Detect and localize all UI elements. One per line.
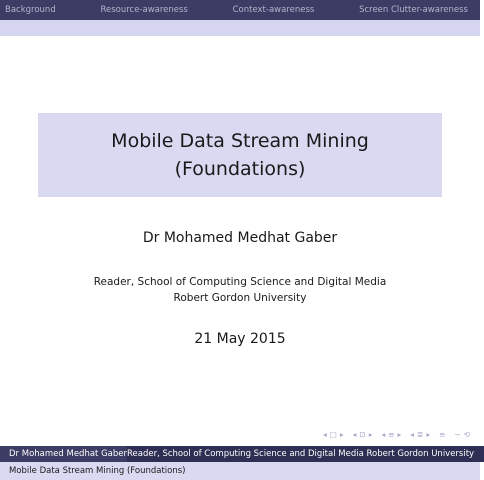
section-navigation-bar (0, 0, 480, 20)
section-forward-icon[interactable]: ▸ (397, 430, 402, 439)
slide-subtitle: (Foundations) (174, 158, 306, 180)
nav-section-screen-clutter-awareness[interactable]: Screen Clutter-awareness (359, 5, 468, 15)
institute-line-2: Robert Gordon University (173, 292, 307, 304)
subsection-forward-icon[interactable]: ▸ (368, 430, 373, 439)
nav-section-resource-awareness[interactable]: Resource-awareness (100, 5, 188, 15)
subsection-list-back-icon[interactable]: ◂ (410, 430, 415, 439)
subsection-navigation-bar (0, 20, 480, 36)
title-block (38, 113, 442, 197)
slide-title: Mobile Data Stream Mining (111, 130, 369, 152)
frame-icon[interactable]: □ (329, 430, 337, 439)
footer-institute: Reader, School of Computing Science and Digital Media Robert Gordon University (127, 446, 484, 462)
section-back-icon[interactable]: ◂ (381, 430, 386, 439)
nav-section-background[interactable]: Background (5, 5, 56, 15)
frame-back-icon[interactable]: ◂ (323, 430, 327, 439)
subsection-list-icon[interactable]: ≣ (417, 430, 424, 439)
footer-top (0, 446, 480, 462)
undo-icon[interactable]: ⟲ (463, 430, 470, 439)
presentation-date: 21 May 2015 (194, 331, 286, 347)
institute-line-1: Reader, School of Computing Science and Digital Media (93, 276, 387, 288)
align-icon[interactable]: ≡ (439, 430, 446, 439)
nav-section-context-awareness[interactable]: Context-awareness (232, 5, 315, 15)
author-name: Dr Mohamed Medhat Gaber (142, 230, 338, 246)
beamer-navigation-symbols (323, 429, 470, 441)
subsection-back-icon[interactable]: ◂ (352, 430, 357, 439)
frame-forward-icon[interactable]: ▸ (339, 430, 344, 439)
footer-title: Mobile Data Stream Mining (Foundations) (0, 462, 480, 480)
institute (0, 274, 480, 306)
subsection-list-forward-icon[interactable]: ▸ (426, 430, 431, 439)
search-icon[interactable]: ∽ (454, 430, 461, 439)
section-icon[interactable]: ≡ (388, 430, 395, 439)
footer-author: Dr Mohamed Medhat Gaber (0, 446, 127, 462)
subsection-icon[interactable]: ⊡ (359, 430, 366, 439)
